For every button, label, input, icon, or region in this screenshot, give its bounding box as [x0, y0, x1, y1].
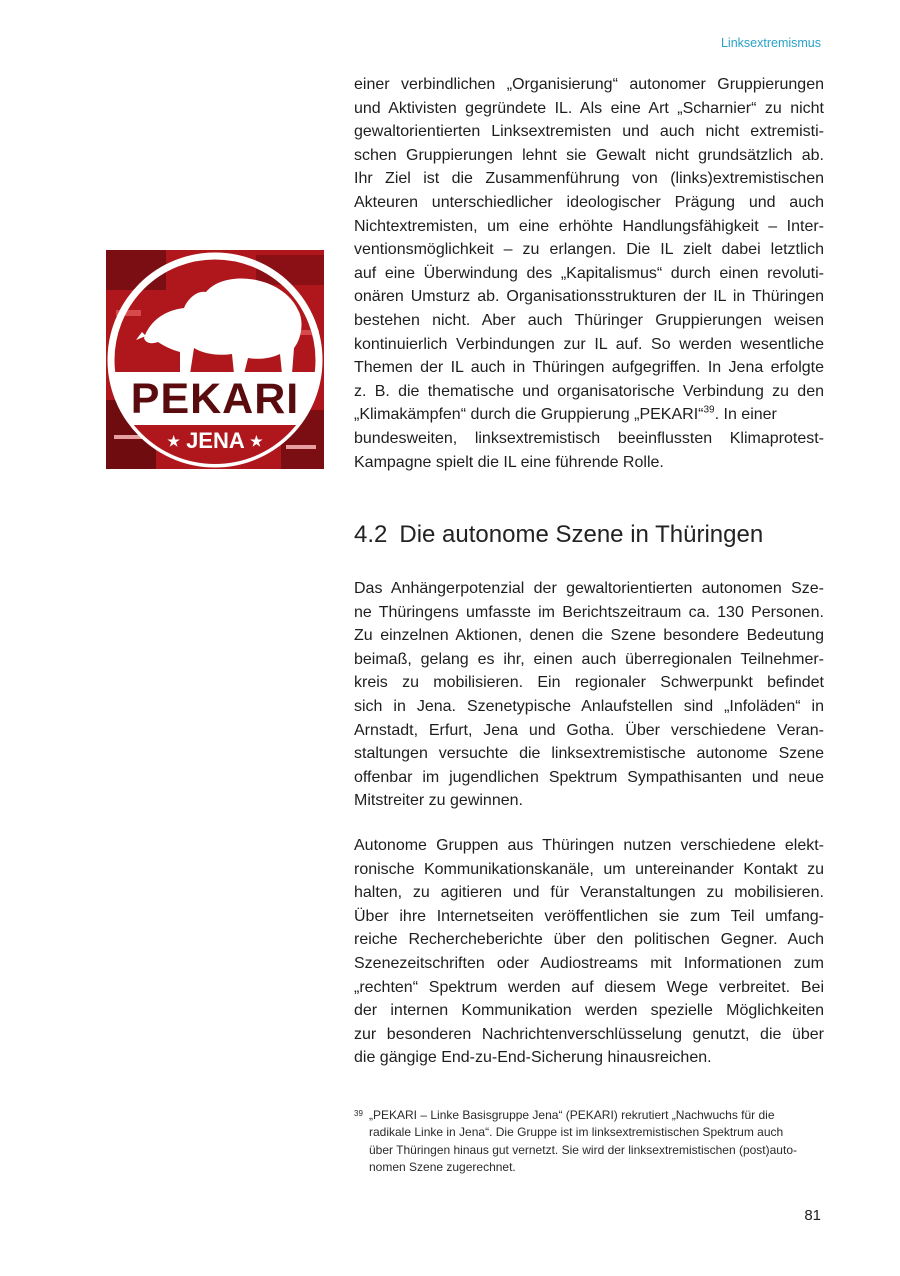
text-line: „rechten“ Spektrum werden auf diesem Wege verbreitet. Bei [354, 978, 824, 996]
footnote-text [369, 1107, 824, 1176]
star-icon: ★ [250, 433, 263, 449]
footnote-reference[interactable]: 39 [703, 404, 715, 416]
text-line: Szenezeitschriften oder Audiostreams mit Informationen zum [354, 954, 824, 972]
footnote-line: nomen Szene zugerechnet. [369, 1159, 516, 1174]
text-line: onären Umsturz ab. Organisationsstrukturen der IL in Thüringen [354, 288, 824, 306]
text-line: einer verbindlichen „Organisierung“ autonomer Gruppierungen [354, 76, 824, 93]
footnote-line: „PEKARI – Linke Basisgruppe Jena“ (PEKARI) rekrutiert „Nachwuchs für die [369, 1108, 775, 1122]
paragraph-2 [354, 834, 824, 1070]
star-icon: ★ [167, 433, 180, 449]
text-line: Über ihre Internetseiten veröffentlichen sie zum Teil umfang- [354, 907, 824, 925]
paragraph-2-text [354, 834, 824, 1070]
text-line: Kampagne spielt die IL eine führende Rolle. [354, 453, 664, 471]
text-line: offenbar im jugendlichen Spektrum Sympathisanten und neue [354, 768, 824, 786]
text-line: Mitstreiter zu gewinnen. [354, 792, 523, 810]
text-line: Ihr Ziel ist die Zusammenführung von (links)extremistischen [354, 170, 824, 188]
logo-bottom-band [106, 426, 324, 456]
intro-text [354, 73, 824, 474]
text-line: bestehen nicht. Aber auch Thüringer Gruppierungen weisen [354, 311, 824, 329]
text-line: Nichtextremisten, um eine erhöhte Handlungsfähigkeit – Inter- [354, 217, 824, 235]
text-segment: „Klimakämpfen“ durch die Gruppierung „PEKARI“ [354, 406, 704, 424]
text-line: gewaltorientierten Linksextremisten und auch nicht extremisti- [354, 123, 824, 141]
text-line: Themen der IL auch in Thüringen aufgegriffen. In Jena erfolgte [354, 359, 824, 377]
text-line: ronische Kommunikationskanäle, um untereinander Kontakt zu [354, 860, 824, 878]
page-number: 81 [804, 1207, 821, 1224]
text-line: und Aktivisten gegründete IL. Als eine Art „Scharnier“ zu nicht [354, 99, 824, 117]
text-line: auf eine Überwindung des „Kapitalismus“ durch einen revoluti- [354, 264, 824, 282]
text-line: reiche Rechercheberichte über den politischen Gegner. Auch [354, 931, 824, 949]
text-segment: . In einer [714, 406, 777, 424]
text-line: kreis zu mobilisieren. Ein regionaler Schwerpunkt befindet [354, 674, 824, 692]
text-line: Arnstadt, Erfurt, Jena und Gotha. Über verschiedene Veran- [354, 721, 824, 739]
text-line: Das Anhängerpotenzial der gewaltorientierten autonomen Sze- [354, 580, 824, 597]
logo-bottom-text: JENA [186, 428, 244, 453]
footnote-line: radikale Linke in Jena“. Die Gruppe ist im linksextremistischen Spektrum auch [369, 1125, 784, 1140]
footnote-marker: 39 [354, 1109, 363, 1118]
text-line: sich in Jena. Szenetypische Anlaufstellen sind „Infoläden“ in [354, 697, 824, 715]
text-line: ventionsmöglichkeit – zu erlangen. Die IL zielt dabei letztlich [354, 241, 824, 259]
running-header: Linksextremismus [720, 36, 821, 50]
footnote-line: über Thüringen hinaus gut vernetzt. Sie wird der linksextremistischen (post)auto- [369, 1142, 797, 1157]
paragraph-1-text [354, 577, 824, 813]
text-line: bundesweiten, linksextremistisch beeinflussten Klimaprotest- [354, 429, 824, 447]
text-line: Autonome Gruppen aus Thüringen nutzen verschiedene elekt- [354, 837, 824, 854]
text-line: halten, zu agitieren und für Veranstaltungen zu mobilisieren. [354, 884, 824, 902]
pekari-jena-logo [106, 250, 324, 469]
section-number: 4.2 [354, 521, 388, 548]
paragraph-1 [354, 577, 824, 813]
intro-paragraph [354, 73, 824, 474]
logo-top-text: PEKARI [130, 375, 300, 423]
text-line: beimaß, gelang es ihr, einen auch überregionalen Teilnehmer- [354, 650, 824, 668]
text-line: kontinuierlich Verbindungen zur IL auf. So werden wesentliche [354, 335, 824, 353]
text-line: schen Gruppierungen lehnt sie Gewalt nicht grundsätzlich ab. [354, 146, 824, 164]
text-line: staltungen versuchte die linksextremistische autonome Szene [354, 745, 824, 763]
text-line: ne Thüringens umfasste im Berichtszeitraum ca. 130 Personen. [354, 603, 824, 621]
text-line-with-footnote [354, 403, 824, 427]
text-line: der internen Kommunikation werden spezielle Möglichkeiten [354, 1002, 824, 1020]
footnote [354, 1107, 824, 1176]
text-line: die gängige End-zu-End-Sicherung hinausreichen. [354, 1049, 712, 1067]
section-heading [354, 521, 763, 549]
text-line: z. B. die thematische und organisatorische Verbindung zu den [354, 382, 824, 400]
text-line: Akteuren unterschiedlicher ideologischer Prägung und auch [354, 193, 824, 211]
text-line: Zu einzelnen Aktionen, denen die Szene besondere Bedeutung [354, 627, 824, 645]
text-line: zur besonderen Nachrichtenverschlüsselung genutzt, die über [354, 1025, 824, 1043]
section-title: Die autonome Szene in Thüringen [399, 521, 764, 548]
